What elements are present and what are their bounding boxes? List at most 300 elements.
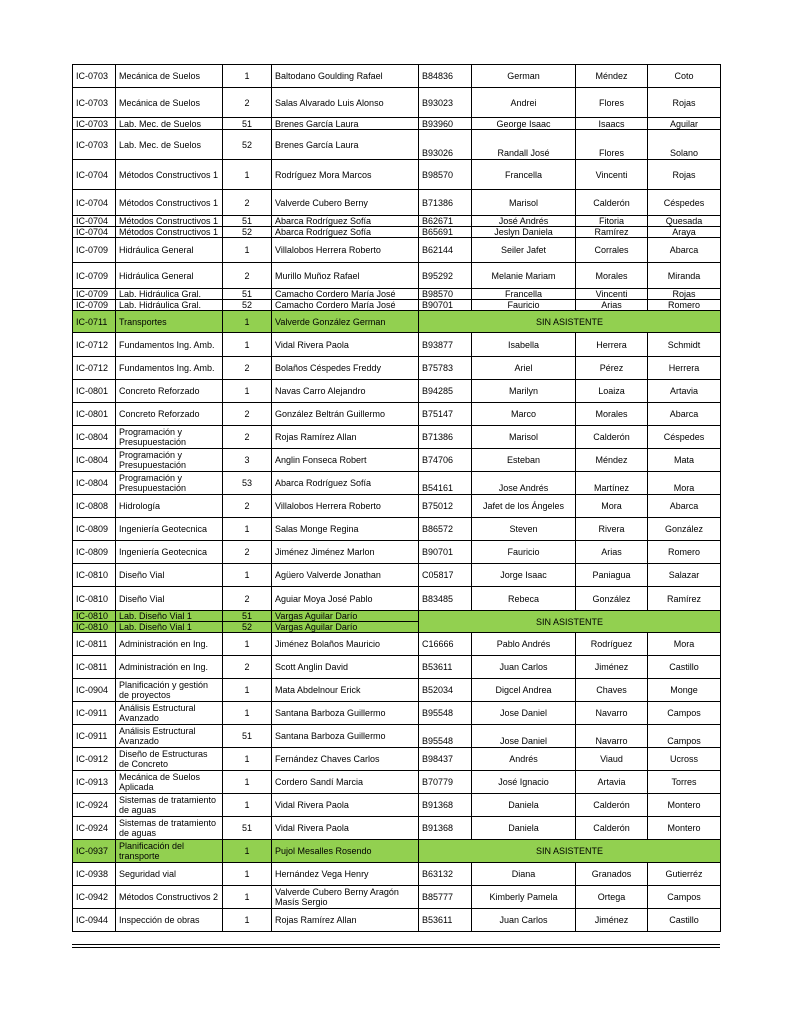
table-row [73,611,721,622]
student-first-name: Marco [472,403,576,426]
student-surname-1: Flores [576,88,648,118]
professor-name: Villalobos Herrera Roberto [272,495,419,518]
student-id: C16666 [419,633,472,656]
group-number: 51 [223,725,272,748]
student-id: B91368 [419,794,472,817]
table-row [73,863,721,886]
table-row [73,817,721,840]
student-first-name: German [472,65,576,88]
student-surname-2: Salazar [648,564,721,587]
course-name: Ingeniería Geotecnica [116,541,223,564]
student-surname-1: Calderón [576,426,648,449]
table-row [73,748,721,771]
student-id: B91368 [419,817,472,840]
table-row [73,216,721,227]
group-number: 1 [223,679,272,702]
student-surname-1: Artavia [576,771,648,794]
course-code: IC-0809 [73,541,116,564]
student-surname-2: Céspedes [648,426,721,449]
student-surname-2: Campos [648,702,721,725]
professor-name: Valverde Cubero Berny Aragón Masís Sergio [272,886,419,909]
course-name: Inspección de obras [116,909,223,932]
student-surname-2: Montero [648,794,721,817]
no-assistant-label: SIN ASISTENTE [419,611,721,633]
course-name: Métodos Constructivos 1 [116,227,223,238]
student-surname-2: Rojas [648,88,721,118]
student-surname-2: Romero [648,541,721,564]
professor-name: Agüero Valverde Jonathan [272,564,419,587]
group-number: 1 [223,564,272,587]
table-row [73,909,721,932]
course-code: IC-0709 [73,263,116,289]
student-id: B71386 [419,190,472,216]
group-number: 52 [223,300,272,311]
table-row [73,88,721,118]
course-name: Métodos Constructivos 2 [116,886,223,909]
student-surname-2: Coto [648,65,721,88]
course-code: IC-0808 [73,495,116,518]
student-id: B95548 [419,702,472,725]
professor-name: Vargas Aguilar Darío [272,622,419,633]
course-name: Lab. Diseño Vial 1 [116,611,223,622]
student-surname-1: Chaves [576,679,648,702]
student-surname-1: Morales [576,403,648,426]
student-surname-2: Ucross [648,748,721,771]
course-name: Análisis Estructural Avanzado [116,702,223,725]
course-name: Concreto Reforzado [116,380,223,403]
course-code: IC-0801 [73,403,116,426]
table-row [73,300,721,311]
group-number: 1 [223,160,272,190]
student-id: B52034 [419,679,472,702]
student-first-name: Marisol [472,426,576,449]
course-code: IC-0809 [73,518,116,541]
course-name: Administración en Ing. [116,633,223,656]
student-surname-1: Loaiza [576,380,648,403]
table-row [73,238,721,263]
course-name: Diseño de Estructuras de Concreto [116,748,223,771]
student-surname-1: González [576,587,648,611]
table-row [73,426,721,449]
table-row [73,656,721,679]
student-first-name: José Ignacio [472,771,576,794]
student-surname-1: Granados [576,863,648,886]
group-number: 1 [223,748,272,771]
student-surname-1: Calderón [576,794,648,817]
course-code: IC-0704 [73,227,116,238]
student-surname-1: Calderón [576,190,648,216]
professor-name: Fernández Chaves Carlos [272,748,419,771]
student-surname-2: Castillo [648,909,721,932]
student-first-name: Seiler Jafet [472,238,576,263]
course-code: IC-0804 [73,449,116,472]
professor-name: Jiménez Jiménez Marlon [272,541,419,564]
course-code: IC-0811 [73,633,116,656]
course-name: Concreto Reforzado [116,403,223,426]
student-surname-2: Romero [648,300,721,311]
course-name: Diseño Vial [116,587,223,611]
student-id: B75012 [419,495,472,518]
group-number: 51 [223,817,272,840]
professor-name: Salas Alvarado Luis Alonso [272,88,419,118]
student-first-name: Daniela [472,794,576,817]
professor-name: Jiménez Bolaños Mauricio [272,633,419,656]
course-code: IC-0938 [73,863,116,886]
student-first-name: Randall José [472,130,576,160]
table-body [73,65,721,932]
table-row [73,118,721,130]
table-row [73,633,721,656]
student-first-name: Fauricio [472,300,576,311]
professor-name: Pujol Mesalles Rosendo [272,840,419,863]
student-id: B98437 [419,748,472,771]
course-code: IC-0810 [73,611,116,622]
group-number: 53 [223,472,272,495]
student-first-name: Melanie Mariam [472,263,576,289]
student-first-name: Francella [472,160,576,190]
course-name: Seguridad vial [116,863,223,886]
student-surname-2: Mata [648,449,721,472]
professor-name: Valverde Cubero Berny [272,190,419,216]
student-surname-1: Paniagua [576,564,648,587]
student-id: B84836 [419,65,472,88]
course-code: IC-0704 [73,190,116,216]
assistants-table [72,64,721,932]
student-surname-1: Corrales [576,238,648,263]
course-code: IC-0709 [73,238,116,263]
course-name: Transportes [116,311,223,333]
course-name: Programación y Presupuestación [116,426,223,449]
student-surname-2: Miranda [648,263,721,289]
student-first-name: Juan Carlos [472,909,576,932]
group-number: 51 [223,216,272,227]
student-surname-2: Abarca [648,495,721,518]
table-row [73,263,721,289]
course-name: Lab. Diseño Vial 1 [116,622,223,633]
student-first-name: Esteban [472,449,576,472]
student-surname-1: Jiménez [576,656,648,679]
table-row [73,587,721,611]
course-code: IC-0942 [73,886,116,909]
course-name: Planificación y gestión de proyectos [116,679,223,702]
course-name: Planificación del transporte [116,840,223,863]
student-surname-1: Navarro [576,702,648,725]
student-surname-2: Castillo [648,656,721,679]
course-name: Métodos Constructivos 1 [116,190,223,216]
student-surname-2: Rojas [648,160,721,190]
table-row [73,725,721,748]
professor-name: Brenes García Laura [272,118,419,130]
course-code: IC-0804 [73,426,116,449]
student-first-name: Jose Andrés [472,472,576,495]
student-surname-1: Fitoria [576,216,648,227]
group-number: 52 [223,622,272,633]
group-number: 1 [223,771,272,794]
table-row [73,311,721,333]
course-name: Hidráulica General [116,238,223,263]
group-number: 3 [223,449,272,472]
student-first-name: Kimberly Pamela [472,886,576,909]
student-surname-2: Torres [648,771,721,794]
student-surname-2: Solano [648,130,721,160]
student-id: B95548 [419,725,472,748]
course-name: Lab. Hidráulica Gral. [116,289,223,300]
professor-name: Camacho Cordero María José [272,289,419,300]
professor-name: Rojas Ramírez Allan [272,426,419,449]
student-id: B90701 [419,300,472,311]
table-row [73,840,721,863]
student-first-name: Diana [472,863,576,886]
student-id: B63132 [419,863,472,886]
group-number: 2 [223,656,272,679]
student-first-name: George Isaac [472,118,576,130]
course-code: IC-0810 [73,587,116,611]
group-number: 1 [223,909,272,932]
student-surname-2: Araya [648,227,721,238]
no-assistant-label: SIN ASISTENTE [419,840,721,863]
student-surname-1: Méndez [576,449,648,472]
table-row [73,564,721,587]
table-row [73,541,721,564]
student-surname-1: Vincenti [576,160,648,190]
group-number: 51 [223,118,272,130]
professor-name: Hernández Vega Henry [272,863,419,886]
group-number: 52 [223,227,272,238]
student-first-name: Marisol [472,190,576,216]
course-name: Programación y Presupuestación [116,449,223,472]
course-code: IC-0703 [73,88,116,118]
professor-name: Salas Monge Regina [272,518,419,541]
course-name: Lab. Mec. de Suelos [116,130,223,160]
course-code: IC-0810 [73,564,116,587]
student-surname-2: Gutierréz [648,863,721,886]
course-name: Fundamentos Ing. Amb. [116,333,223,357]
course-name: Fundamentos Ing. Amb. [116,357,223,380]
student-first-name: Marilyn [472,380,576,403]
student-surname-1: Jiménez [576,909,648,932]
student-surname-1: Martínez [576,472,648,495]
student-first-name: Rebeca [472,587,576,611]
student-id: B71386 [419,426,472,449]
student-surname-1: Flores [576,130,648,160]
professor-name: González Beltrán Guillermo [272,403,419,426]
table-row [73,518,721,541]
table-row [73,130,721,160]
student-id: B98570 [419,160,472,190]
student-first-name: Juan Carlos [472,656,576,679]
course-code: IC-0704 [73,160,116,190]
course-name: Sistemas de tratamiento de aguas [116,794,223,817]
table-row [73,289,721,300]
student-first-name: Jorge Isaac [472,564,576,587]
course-name: Programación y Presupuestación [116,472,223,495]
professor-name: Camacho Cordero María José [272,300,419,311]
student-surname-1: Ramírez [576,227,648,238]
course-code: IC-0911 [73,725,116,748]
group-number: 1 [223,633,272,656]
student-surname-1: Viaud [576,748,648,771]
professor-name: Valverde González German [272,311,419,333]
student-surname-1: Morales [576,263,648,289]
group-number: 2 [223,587,272,611]
student-first-name: Steven [472,518,576,541]
group-number: 1 [223,380,272,403]
student-id: B95292 [419,263,472,289]
course-code: IC-0811 [73,656,116,679]
table-row [73,679,721,702]
group-number: 1 [223,333,272,357]
course-code: IC-0712 [73,357,116,380]
student-surname-2: Campos [648,886,721,909]
professor-name: Abarca Rodríguez Sofía [272,227,419,238]
table-row [73,227,721,238]
course-code: IC-0804 [73,472,116,495]
group-number: 2 [223,541,272,564]
table-row [73,357,721,380]
group-number: 1 [223,238,272,263]
student-first-name: Daniela [472,817,576,840]
course-code: IC-0709 [73,289,116,300]
table-end-line [72,947,720,948]
student-first-name: Ariel [472,357,576,380]
student-first-name: José Andrés [472,216,576,227]
professor-name: Mata Abdelnour Erick [272,679,419,702]
group-number: 1 [223,518,272,541]
student-id: B90701 [419,541,472,564]
course-name: Análisis Estructural Avanzado [116,725,223,748]
course-name: Lab. Hidráulica Gral. [116,300,223,311]
group-number: 51 [223,289,272,300]
student-first-name: Andrei [472,88,576,118]
table-row [73,771,721,794]
student-id: B93960 [419,118,472,130]
group-number: 1 [223,311,272,333]
group-number: 2 [223,495,272,518]
student-id: B65691 [419,227,472,238]
student-first-name: Jeslyn Daniela [472,227,576,238]
student-surname-1: Pérez [576,357,648,380]
table-row [73,472,721,495]
no-assistant-label: SIN ASISTENTE [419,311,721,333]
professor-name: Vidal Rivera Paola [272,333,419,357]
student-id: B54161 [419,472,472,495]
professor-name: Rodríguez Mora Marcos [272,160,419,190]
course-name: Diseño Vial [116,564,223,587]
student-surname-1: Isaacs [576,118,648,130]
table-end-line [72,944,720,945]
student-surname-2: Monge [648,679,721,702]
table-row [73,65,721,88]
student-first-name: Jose Daniel [472,702,576,725]
course-code: IC-0810 [73,622,116,633]
student-surname-1: Méndez [576,65,648,88]
course-name: Sistemas de tratamiento de aguas [116,817,223,840]
group-number: 2 [223,88,272,118]
professor-name: Vargas Aguilar Darío [272,611,419,622]
group-number: 2 [223,426,272,449]
group-number: 2 [223,357,272,380]
course-code: IC-0912 [73,748,116,771]
student-first-name: Digcel Andrea [472,679,576,702]
student-surname-2: Rojas [648,289,721,300]
student-id: B86572 [419,518,472,541]
professor-name: Cordero Sandí Marcia [272,771,419,794]
course-code: IC-0913 [73,771,116,794]
student-id: B94285 [419,380,472,403]
student-first-name: Francella [472,289,576,300]
student-surname-1: Rodríguez [576,633,648,656]
course-code: IC-0703 [73,130,116,160]
group-number: 51 [223,611,272,622]
student-first-name: Fauricio [472,541,576,564]
student-surname-2: Montero [648,817,721,840]
professor-name: Murillo Muñoz Rafael [272,263,419,289]
professor-name: Abarca Rodríguez Sofía [272,472,419,495]
table-row [73,403,721,426]
student-surname-1: Arias [576,300,648,311]
student-id: B93023 [419,88,472,118]
course-code: IC-0911 [73,702,116,725]
group-number: 1 [223,65,272,88]
professor-name: Rojas Ramírez Allan [272,909,419,932]
student-surname-2: Aguilar [648,118,721,130]
professor-name: Aguiar Moya José Pablo [272,587,419,611]
professor-name: Anglin Fonseca Robert [272,449,419,472]
student-surname-2: González [648,518,721,541]
student-surname-1: Mora [576,495,648,518]
student-surname-1: Ortega [576,886,648,909]
student-first-name: Jafet de los Ángeles [472,495,576,518]
group-number: 2 [223,190,272,216]
student-surname-1: Rivera [576,518,648,541]
group-number: 2 [223,263,272,289]
course-code: IC-0904 [73,679,116,702]
course-code: IC-0704 [73,216,116,227]
student-first-name: Pablo Andrés [472,633,576,656]
course-name: Mecánica de Suelos Aplicada [116,771,223,794]
student-surname-2: Céspedes [648,190,721,216]
course-code: IC-0924 [73,794,116,817]
student-surname-2: Quesada [648,216,721,227]
student-surname-2: Ramírez [648,587,721,611]
course-code: IC-0711 [73,311,116,333]
course-name: Mecánica de Suelos [116,65,223,88]
student-surname-2: Mora [648,633,721,656]
student-id: B53611 [419,909,472,932]
student-id: B62144 [419,238,472,263]
student-id: C05817 [419,564,472,587]
student-surname-2: Artavia [648,380,721,403]
course-name: Mecánica de Suelos [116,88,223,118]
student-id: B93026 [419,130,472,160]
student-surname-2: Campos [648,725,721,748]
group-number: 1 [223,702,272,725]
professor-name: Scott Anglin David [272,656,419,679]
student-surname-2: Abarca [648,238,721,263]
course-name: Métodos Constructivos 1 [116,160,223,190]
student-id: B74706 [419,449,472,472]
group-number: 1 [223,886,272,909]
student-id: B53611 [419,656,472,679]
student-first-name: Jose Daniel [472,725,576,748]
table-row [73,794,721,817]
professor-name: Abarca Rodríguez Sofía [272,216,419,227]
student-first-name: Andrés [472,748,576,771]
professor-name: Navas Carro Alejandro [272,380,419,403]
professor-name: Santana Barboza Guillermo [272,725,419,748]
course-name: Lab. Mec. de Suelos [116,118,223,130]
student-id: B75783 [419,357,472,380]
